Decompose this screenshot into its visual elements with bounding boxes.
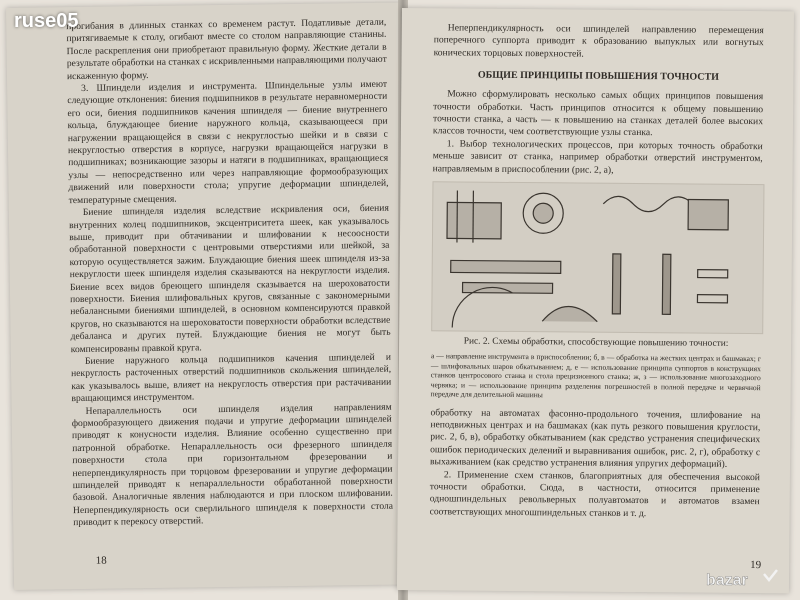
right-paragraph: 2. Применение схем станков, благоприятных для обеспечения высокой точности обработки. Сюда, в частности, относится применение одношпиндельных револьверных полуавтоматов и автоматов взамен соответствующих многошпиндельных станков и т. д. bbox=[429, 468, 760, 519]
right-paragraph: 1. Выбор технологических процессов, при которых точность обработки меньше зависит от станка, например обработки отверстий инструментом, направляемым в приспособлении (рис. 2, а), bbox=[432, 138, 763, 176]
right-paragraph: Можно сформулировать несколько самых общих принципов повышения точности обработки. Часть принципов относится к общему повышению точности станка, а часть — к повышению на станках деталей более высоких классов точности, чем соответствующие узлы станка. bbox=[432, 88, 764, 139]
left-paragraph: прогибания в длинных станках со временем растут. Податливые детали, притягиваемые к столу, огибают вместе со столом направляющие станины. После раскрепления они приобретают правильную форму. Жесткие детали в результате обработки на станках с искривленными направляющими получают искаженную форму. bbox=[66, 16, 387, 82]
left-paragraph: Биение шпинделя изделия вследствие искривления оси, биения внутренних колец подшипников, эксцентриситета шеек, как указывалось выше, приводит при обтачивании и шлифовании к несоосности обработанной поверхности с центровыми отверстиями или шейкой, за которую осуществляется зажим. Блуждающие биения шеек шпинделя из-за некруглости шеек шпинделя изделия сказываются на некруглости изделия. Биение всех видов бреющего шпинделя сказывается на шероховатости поверхности. Биения шлифовальных кругов, связанные с закономерными небалансными биениями шпинделей, в основном компенсируются правкой кругов, но сказываются на шероховатости поверхности обработки вследствие дебаланса и других путей. Блуждающие биения не могут быть компенсированы правкой круга. bbox=[68, 202, 391, 355]
left-page bbox=[6, 2, 410, 589]
figure-drawing bbox=[432, 182, 763, 333]
right-intro-paragraph: Неперпендикулярность оси шпинделей направлению перемещения поперечного суппорта приводит к образованию выпуклых или вогнутых конических торцовых поверхностей. bbox=[433, 22, 764, 60]
machining-schemes-figure bbox=[431, 181, 764, 334]
svg-text:bazar: bazar bbox=[706, 572, 748, 589]
right-text-column bbox=[430, 22, 764, 521]
right-page bbox=[397, 8, 794, 593]
left-paragraph: Биение наружного кольца подшипников качения шпинделей и некруглость расточенных отверстий подшипников скольжения шпинделей, как указывалось выше, влияет на некруглость отверстия при растачивании вращающимся инструментом. bbox=[71, 351, 392, 405]
left-text-column bbox=[66, 17, 393, 530]
figure-caption: Рис. 2. Схемы обработки, способствующие повышению точности: bbox=[463, 336, 729, 349]
page-number-right: 19 bbox=[750, 559, 762, 572]
right-paragraph: обработку на автоматах фасонно-продольного точения, шлифование на неподвижных центрах и на башмаках (как путь резкого повышения круглости, рис. 2, б, в), обработку обкатыванием (как средство устранения специфических ошибок периодических делений и выравнивания ошибок, рис. 2, г), обработку с выхаживанием (как средство устранения влияния упругих деформаций). bbox=[429, 406, 761, 471]
left-paragraph: Непараллельность оси шпинделя изделия направлениям формообразующего движения подачи и упругие деформации шпинделей приводят к конусности изделия. Влияние особенно существенно при патронной обработке. Непараллельность оси фрезерного шпинделя поверхности стола при горизонтальном фрезеровании и неперпендикулярность при торцовом фрезеровании и упругие деформации шпинделей приводят к непараллельности обработанной поверхности базовой. Аналогичные явления наблюдаются и при плоском шлифовании. Неперпендикулярность оси сверлильного шпинделя к поверхности стола приводит к перекосу отверстий. bbox=[71, 401, 394, 529]
figure-legend: а — направление инструмента в приспособлении; б, в — обработка на жестких центрах и башмаках; г — шлифовальных шаров обкатыванием; д, е — использование принципа суппортов в конструкциях станков центросового станка и стола прецизионного станка; ж, з — использование многозаходного червяка; и — использование принципа разделения погрешностей в полной передаче и червячной передаче для делительной машины bbox=[430, 351, 761, 400]
bazar-logo bbox=[706, 566, 786, 592]
page-number-left: 18 bbox=[95, 554, 107, 567]
watermark-text: ruse05 bbox=[14, 10, 79, 32]
section-heading: ОБЩИЕ ПРИНЦИПЫ ПОВЫШЕНИЯ ТОЧНОСТИ bbox=[477, 69, 720, 83]
left-paragraph: 3. Шпиндели изделия и инструмента. Шпиндельные узлы имеют следующие отклонения: биения подшипников в результате неравномерности его оси, биения подшипников качения шпинделя — биение внутреннего кольца, блуждающее биение наружного кольца, сказывающееся при нагружении вращающейся в связи с некруглостью шейки и в связи с некруглостью отверстия в корпусе, нагрузки вращающейся нагрузки в подшипниках; возникающие зазоры и натяги в подшипниках, вращающиеся узлы — непосредственно или через направляющие формообразующих движений или поверхности стола; упругие деформации шпинделей, температурные смещения. bbox=[67, 78, 389, 206]
